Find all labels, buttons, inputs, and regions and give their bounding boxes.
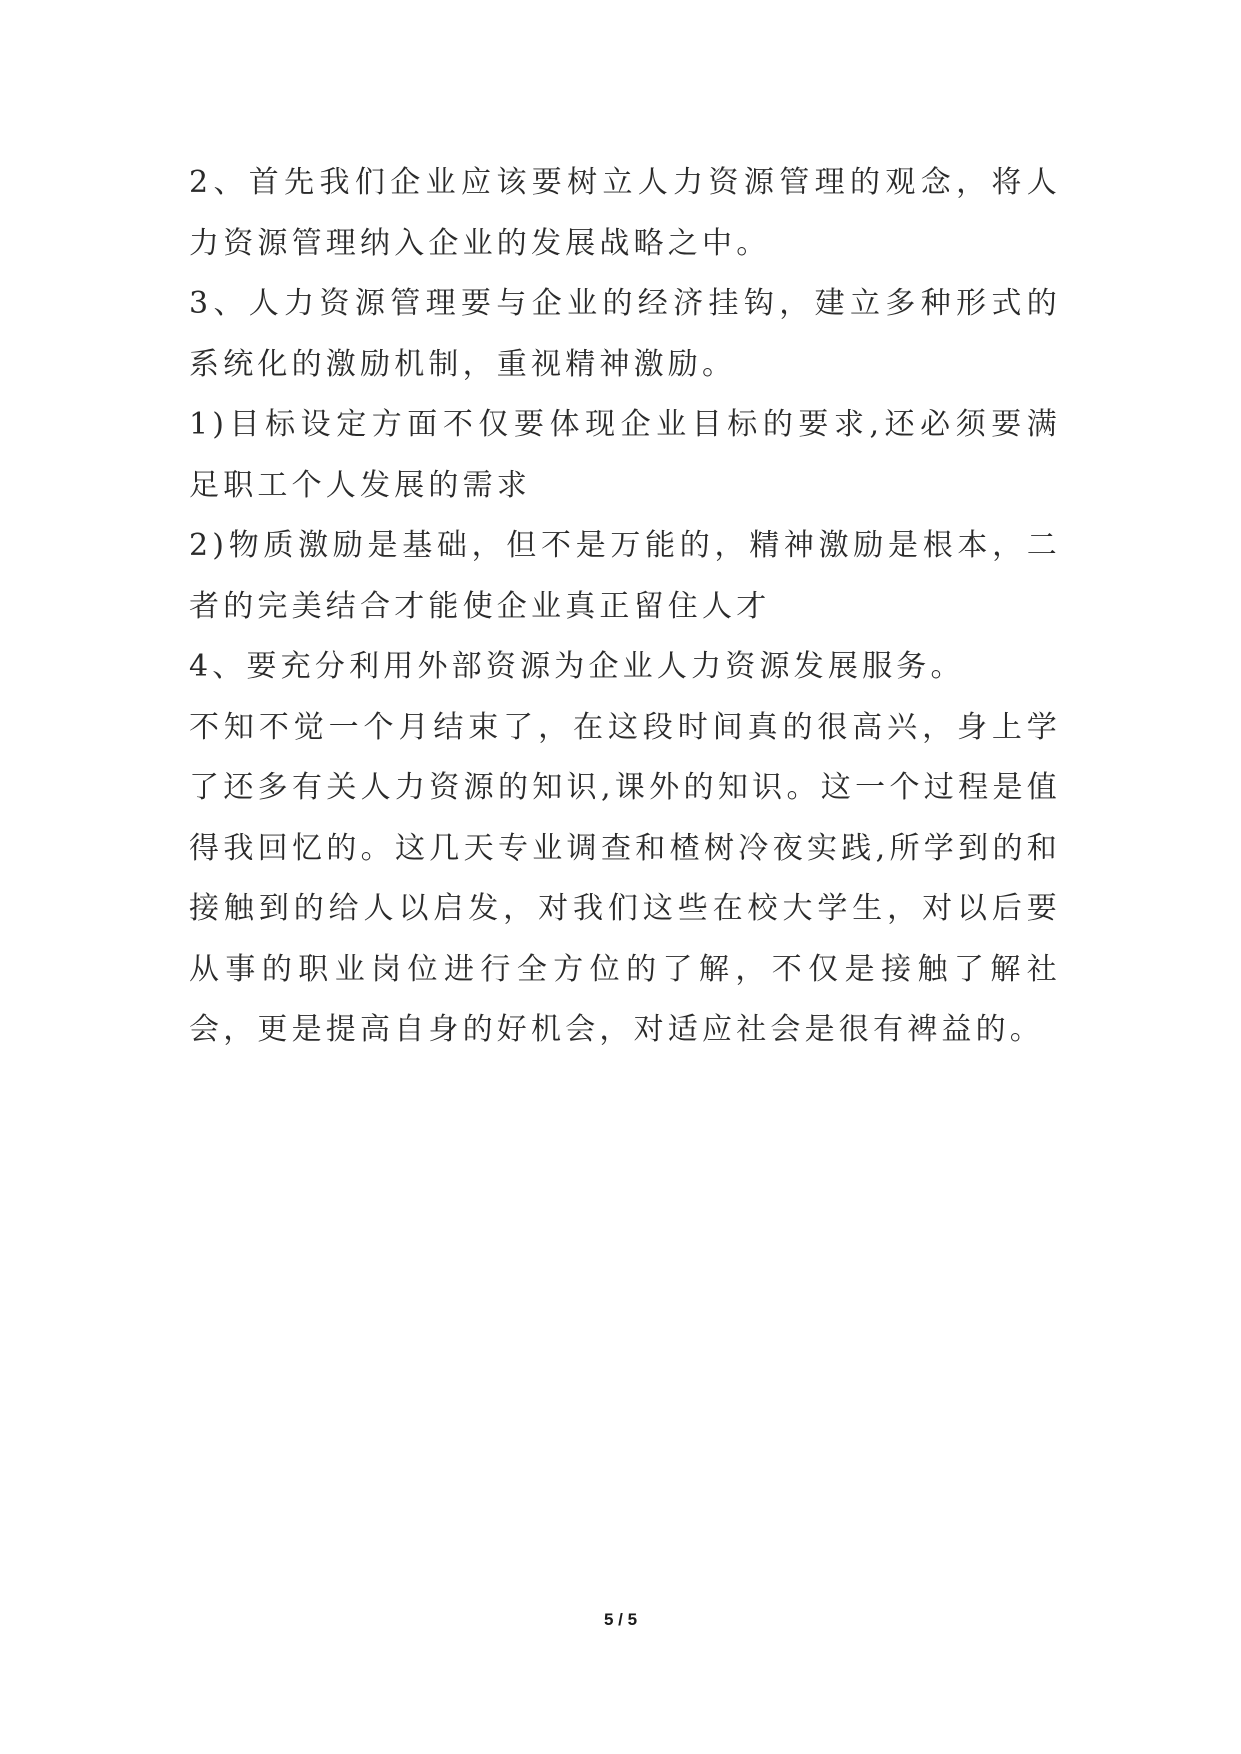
- paragraph-point-2: 2、首先我们企业应该要树立人力资源管理的观念，将人力资源管理纳入企业的发展战略之中。: [189, 165, 1061, 261]
- paragraph-subpoint-1: 1)目标设定方面不仅要体现企业目标的要求,还必须要满足职工个人发展的需求: [189, 407, 1061, 503]
- page-number: 5 / 5: [603, 1610, 638, 1629]
- paragraph-point-4: 4、要充分利用外部资源为企业人力资源发展服务。: [189, 649, 965, 684]
- document-body: [189, 153, 1061, 1061]
- paragraph-point-3: 3、人力资源管理要与企业的经济挂钩，建立多种形式的系统化的激励机制，重视精神激励。: [189, 286, 1061, 382]
- paragraph-subpoint-2: 2)物质激励是基础，但不是万能的，精神激励是根本，二者的完美结合才能使企业真正留住人才: [189, 528, 1061, 624]
- paragraph-conclusion: 不知不觉一个月结束了，在这段时间真的很高兴，身上学了还多有关人力资源的知识,课外的知识。这一个过程是值得我回忆的。这几天专业调查和楂树冷夜实践,所学到的和接触到的给人以启发，对我们这些在校大学生，对以后要从事的职业岗位进行全方位的了解，不仅是接触了解社会，更是提高自身的好机会，对适应社会是很有裨益的。: [189, 709, 1061, 1047]
